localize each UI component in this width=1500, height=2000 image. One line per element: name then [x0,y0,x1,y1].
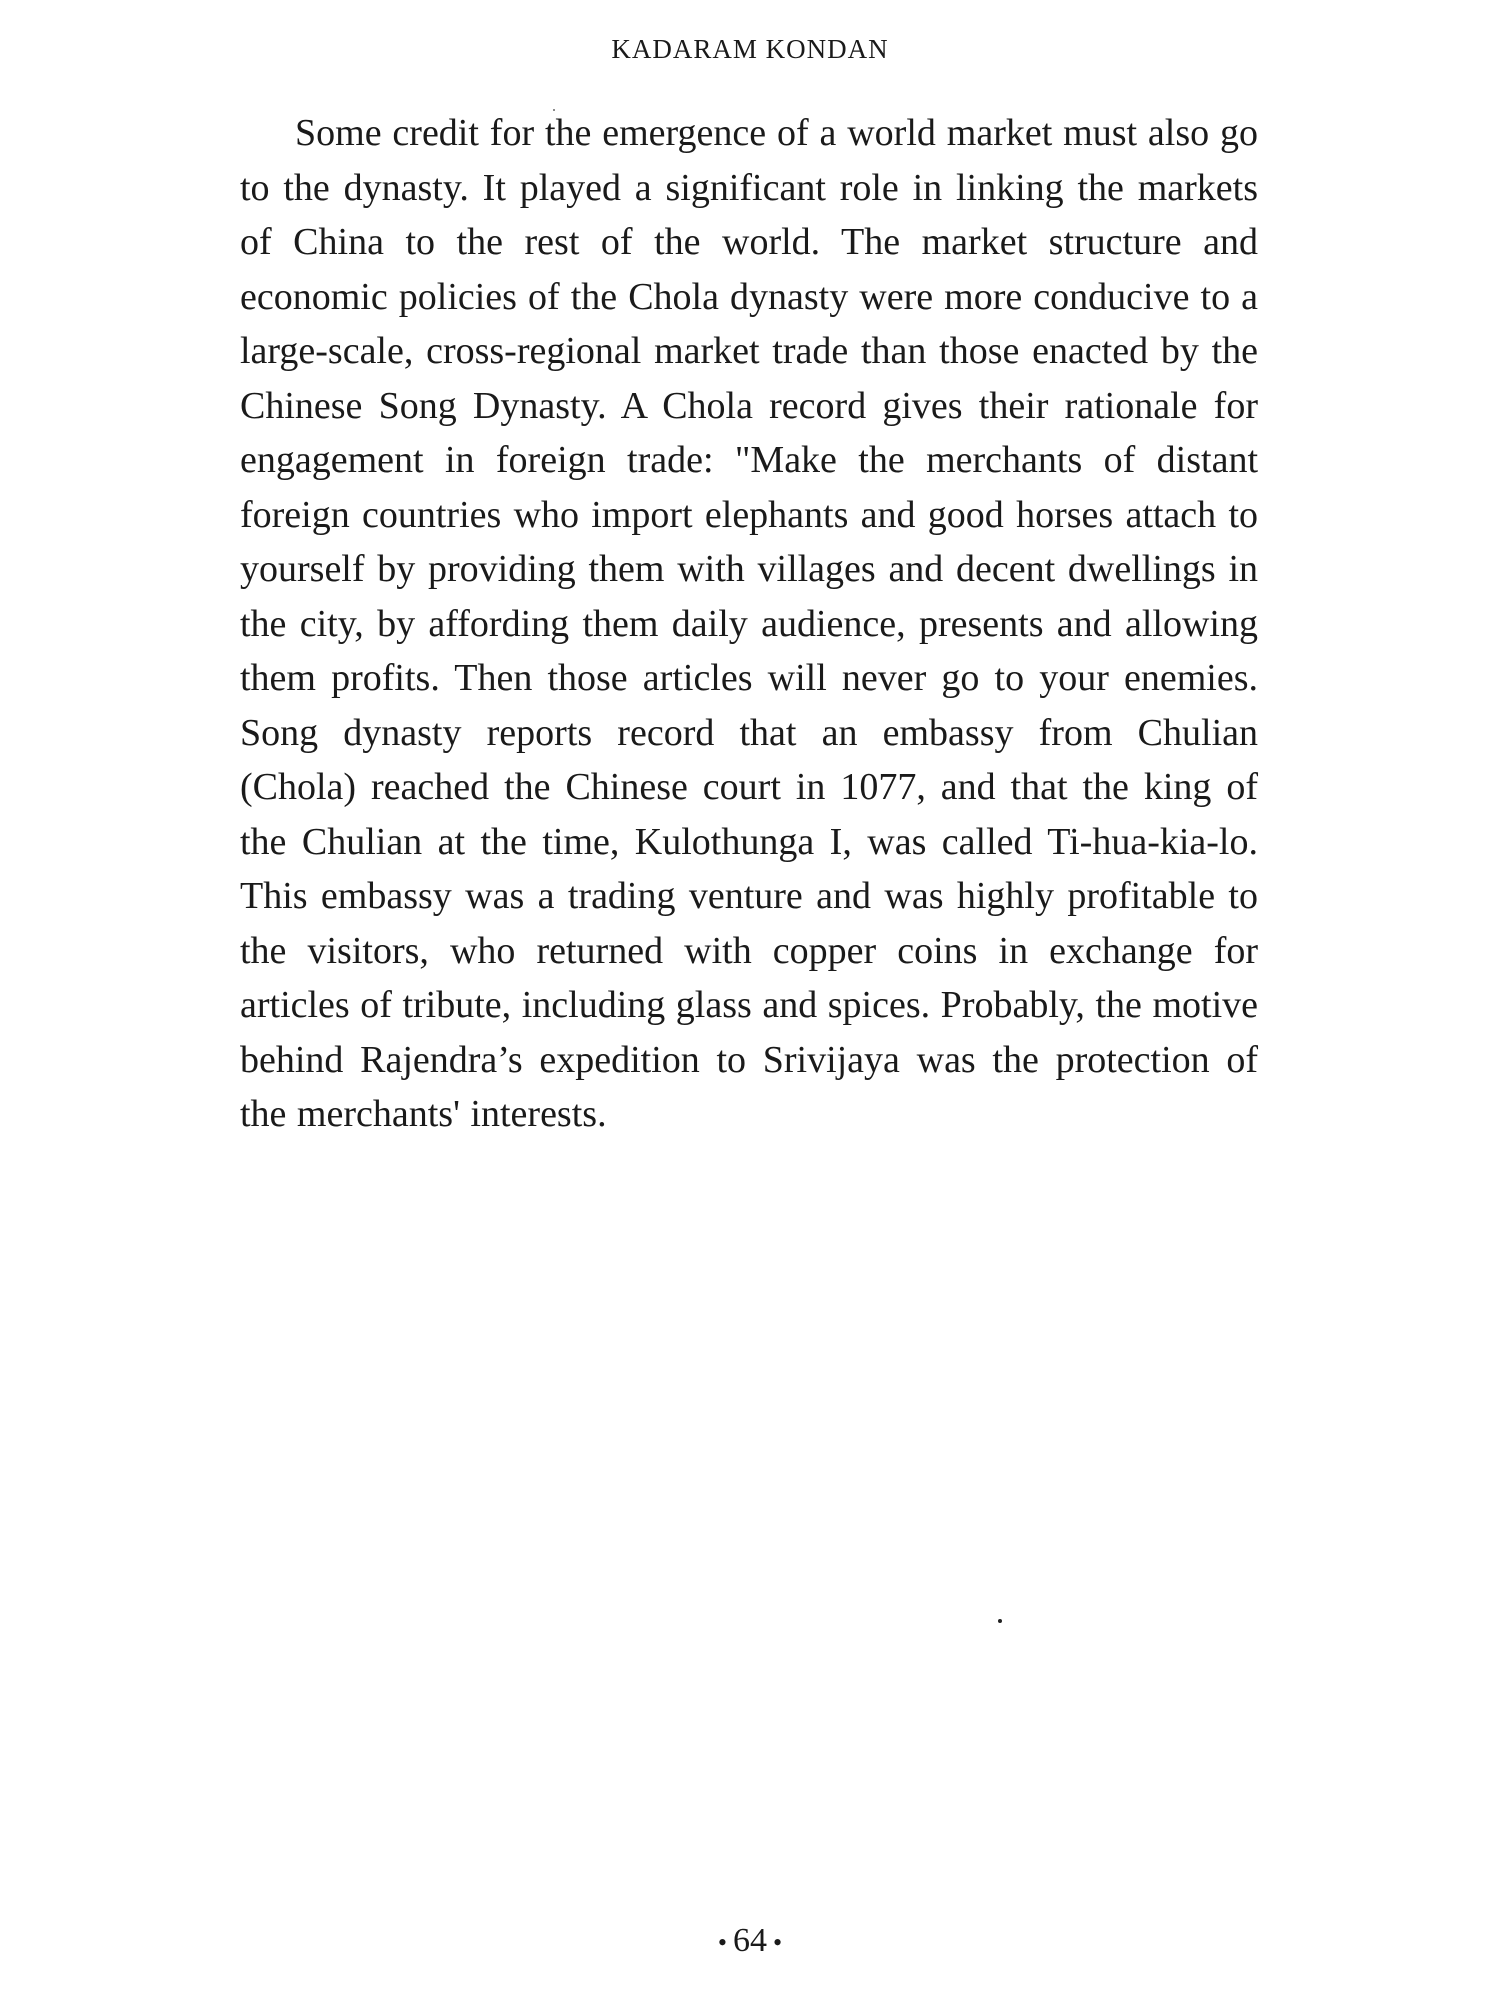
page-number [0,1921,1500,1963]
bullet-icon: • [717,1928,727,1957]
body-paragraph: Some credit for the emergence of a world market must also go to the dynasty. It played a significant role in linking the markets of China to the rest of the world. The market structure and economic policies of the Chola dynasty were more conducive to a large-scale, cross-regional market trade than those enacted by the Chinese Song Dynasty. A Chola record gives their rationale for engagement in foreign trade: "Make the merchants of distant foreign countries who import elephants and good horses attach to yourself by providing them with villages and decent dwellings in the city, by affording them daily audience, presents and allowing them profits. Then those articles will never go to your enemies. Song dynasty reports record that an embassy from Chulian (Chola) reached the Chinese court in 1077, and that the king of the Chulian at the time, Kulothunga I, was called Ti-hua-kia-lo. This embassy was a trading venture and was highly profitable to the visitors, who returned with copper coins in exchange for articles of tribute, including glass and spices. Probably, the motive behind Rajendra’s expedition to Srivijaya was the protection of the merchants' interests. [240,112,1258,1135]
running-head: KADARAM KONDAN [611,34,889,64]
ink-speck [998,1619,1002,1623]
page-number-value: 64 [733,1921,767,1959]
bullet-icon: • [773,1928,783,1957]
